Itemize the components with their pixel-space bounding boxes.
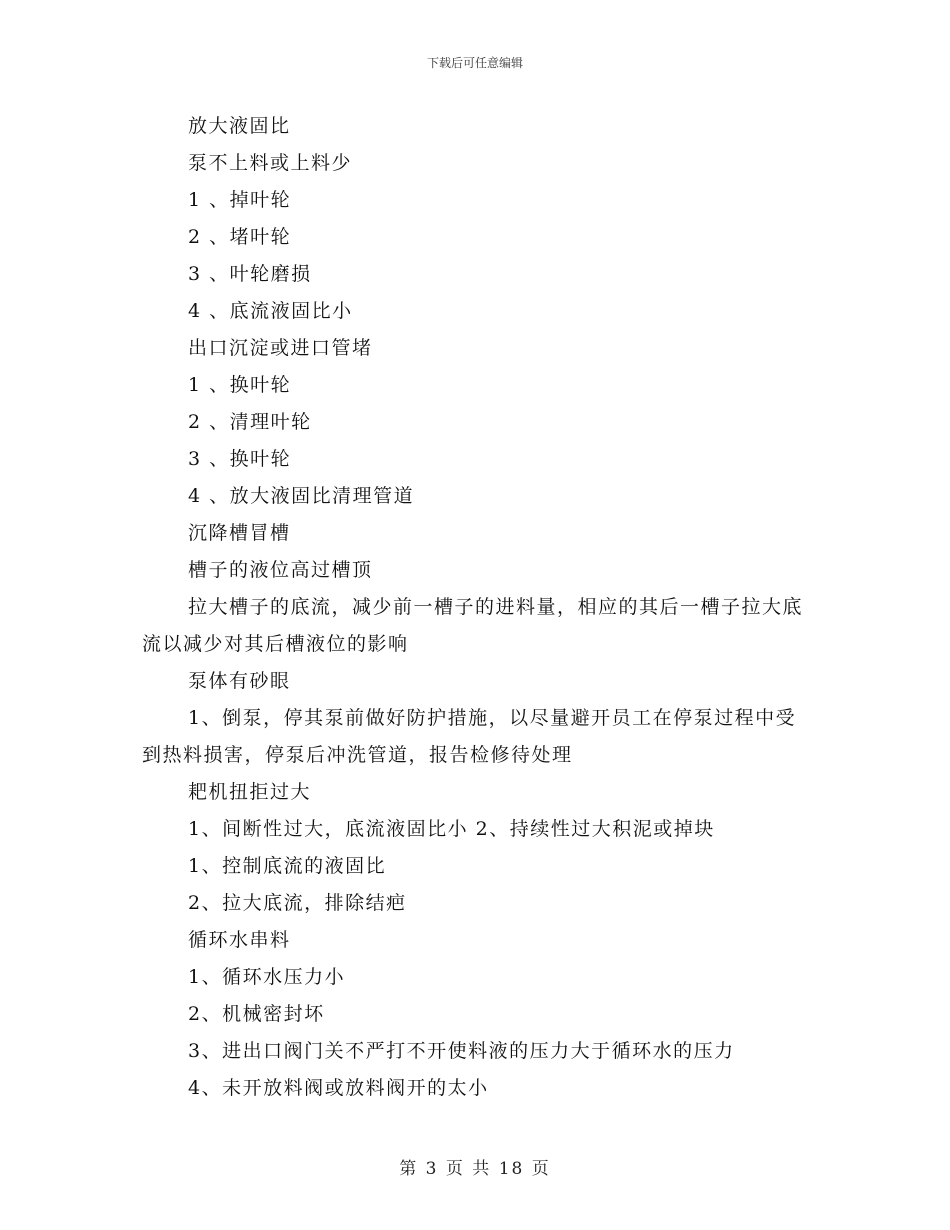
list-item: 3 、叶轮磨损 <box>188 263 312 285</box>
paragraph: 循环水串料 <box>188 929 291 951</box>
list-item: 2、拉大底流，排除结疤 <box>188 892 407 914</box>
page-footer: 第 3 页 共 18 页 <box>399 1159 551 1179</box>
paragraph: 沉降槽冒槽 <box>188 522 291 544</box>
list-item: 4、未开放料阀或放料阀开的太小 <box>188 1077 489 1099</box>
list-item: 3、进出口阀门关不严打不开使料液的压力大于循环水的压力 <box>188 1040 735 1062</box>
paragraph: 泵不上料或上料少 <box>188 152 353 174</box>
paragraph: 出口沉淀或进口管堵 <box>188 337 373 359</box>
list-item: 2 、清理叶轮 <box>188 411 312 433</box>
list-item: 1、间断性过大，底流液固比小 2、持续性过大积泥或掉块 <box>188 818 715 840</box>
list-item: 1、循环水压力小 <box>188 966 346 988</box>
list-item: 1 、换叶轮 <box>188 374 292 396</box>
page-header: 下载后可任意编辑 <box>426 56 523 70</box>
paragraph: 放大液固比 <box>188 115 291 137</box>
list-item: 3 、换叶轮 <box>188 448 292 470</box>
list-item: 2 、堵叶轮 <box>188 226 292 248</box>
paragraph: 1、倒泵，停其泵前做好防护措施，以尽量避开员工在停泵过程中受到热料损害，停泵后冲洗管道，报告检修待处理 <box>142 707 797 766</box>
paragraph: 耙机扭拒过大 <box>188 781 312 803</box>
list-item: 4 、放大液固比清理管道 <box>188 485 415 507</box>
list-item: 4 、底流液固比小 <box>188 300 353 322</box>
list-item: 1 、掉叶轮 <box>188 189 292 211</box>
document-body <box>142 108 810 1107</box>
paragraph: 槽子的液位高过槽顶 <box>188 559 373 581</box>
list-item: 1、控制底流的液固比 <box>188 855 387 877</box>
paragraph: 拉大槽子的底流，减少前一槽子的进料量，相应的其后一槽子拉大底流以减少对其后槽液位的影响 <box>142 596 804 655</box>
list-item: 2、机械密封坏 <box>188 1003 325 1025</box>
paragraph: 泵体有砂眼 <box>188 670 291 692</box>
